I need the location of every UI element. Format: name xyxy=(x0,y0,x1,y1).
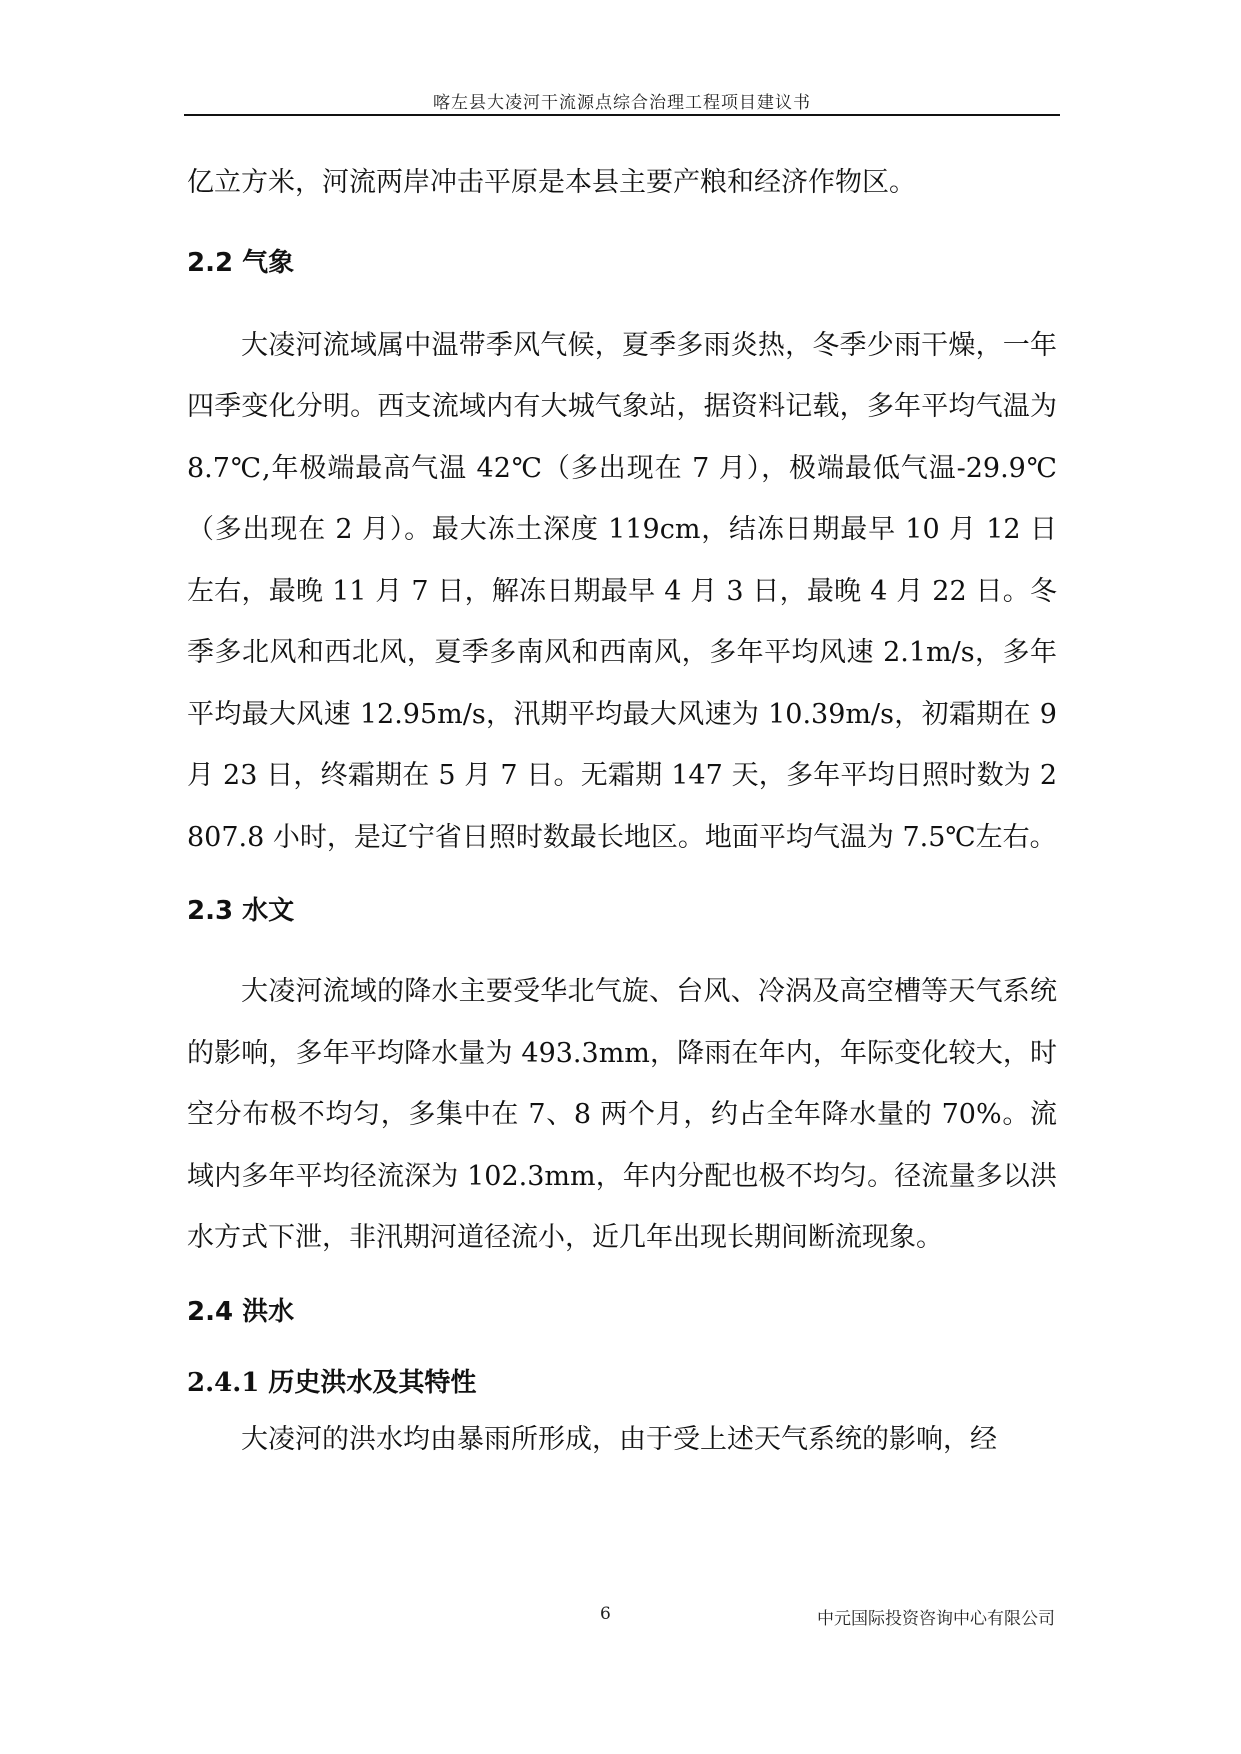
page-number: 6 xyxy=(600,1604,611,1624)
paragraph-climate: 大凌河流域属中温带季风气候，夏季多雨炎热，冬季少雨干燥，一年四季变化分明。西支流域内有大城气象站，据资料记载，多年平均气温为 8.7℃,年极端最高气温 42℃（多出现在 7 月），极端最低气温-29.9℃（多出现在 2 月）。最大冻土深度 119cm，结冻日期最早 10 月 12 日左右，最晚 11 月 7 日，解冻日期最早 4 月 3 日，最晚 4 月 22 日。冬季多北风和西北风，夏季多南风和西南风，多年平均风速 2.1m/s，多年平均最大风速 12.95m/s，汛期平均最大风速为 10.39m/s，初霜期在 9 月 23 日，终霜期在 5 月 7 日。无霜期 147 天，多年平均日照时数为 2807.8 小时，是辽宁省日照时数最长地区。地面平均气温为 7.5℃左右。 xyxy=(187,329,1057,853)
running-header: 喀左县大凌河干流源点综合治理工程项目建议书 xyxy=(433,93,811,113)
section-heading-2-2: 2.2 气象 xyxy=(187,247,295,278)
header-rule xyxy=(184,114,1060,116)
section-heading-2-4: 2.4 洪水 xyxy=(187,1296,295,1327)
document-body xyxy=(187,152,1057,1470)
section-heading-2-3: 2.3 水文 xyxy=(187,896,295,926)
paragraph-continuation: 亿立方米，河流两岸冲击平原是本县主要产粮和经济作物区。 xyxy=(187,167,916,198)
footer-company: 中元国际投资咨询中心有限公司 xyxy=(817,1609,1055,1629)
paragraph-flood-history: 大凌河的洪水均由暴雨所形成，由于受上述天气系统的影响，经 xyxy=(241,1423,997,1455)
paragraph-hydrology: 大凌河流域的降水主要受华北气旋、台风、冷涡及高空槽等天气系统的影响，多年平均降水量为 493.3mm，降雨在年内，年际变化较大，时空分布极不均匀，多集中在 7、8 两个月，约占全年降水量的 70%。流域内多年平均径流深为 102.3mm，年内分配也极不均匀。径流量多以洪水方式下泄，非汛期河道径流小，近几年出现长期间断流现象。 xyxy=(187,976,1057,1253)
subsection-heading-2-4-1: 2.4.1 历史洪水及其特性 xyxy=(187,1367,477,1398)
